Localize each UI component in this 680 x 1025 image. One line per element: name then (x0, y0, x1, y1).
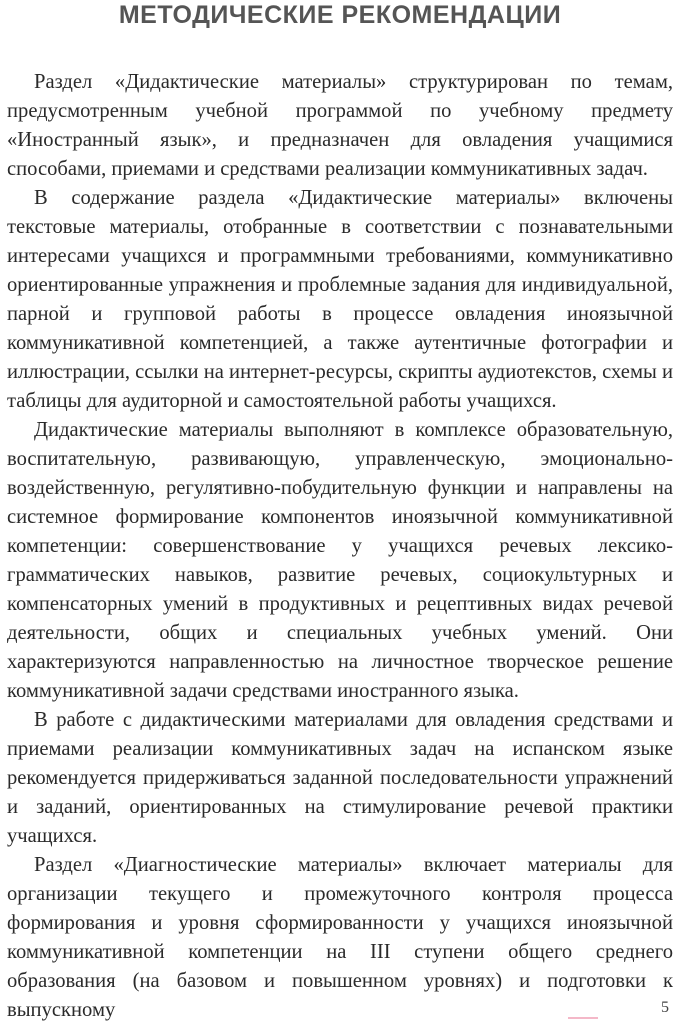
page-title: МЕТОДИЧЕСКИЕ РЕКОМЕНДАЦИИ (118, 1, 562, 29)
paragraph: Дидактические материалы выполняют в комплексе образовательную, воспитательную, развивающую, управленческую, эмоционально-воздейственную, регулятивно-побудительную функции и направлены на системное формирование компонентов иноязычной коммуникативной компетенции: совершенствование у учащихся речевых лексико-грамматических навыков, развитие речевых, социокультурных и компенсаторных умений в продуктивных и рецептивных видах речевой деятельности, общих и специальных учебных умений. Они характеризуются направленностью на личностное творческое решение коммуникативной задачи средствами иностранного языка. (7, 419, 673, 702)
paragraph: Раздел «Дидактические материалы» структурирован по темам, предусмотренным учебной программой по учебному предмету «Иностранный язык», и предназначен для овладения учащимися способами, приемами и средствами реализации коммуникативных задач. (7, 71, 673, 180)
paragraph: Раздел «Диагностические материалы» включает материалы для организации текущего и промежуточного контроля процесса формирования и уровня сформированности у учащихся иноязычной коммуникативной компетенции на III ступени общего среднего образования (на базовом и повышенном уровнях) и подготовки к выпускному (7, 854, 673, 1021)
paragraph: В работе с дидактическими материалами для овладения средствами и приемами реализации коммуникативных задач на испанском языке рекомендуется придерживаться заданной последовательности упражнений и заданий, ориентированных на стимулирование речевой практики учащихся. (7, 709, 673, 847)
paragraph: В содержание раздела «Дидактические материалы» включены текстовые материалы, отобранные в соответствии с познавательными интересами учащихся и программными требованиями, коммуникативно ориентированные упражнения и проблемные задания для индивидуальной, парной и групповой работы в процессе овладения иноязычной коммуникативной компетенцией, а также аутентичные фотографии и иллюстрации, ссылки на интернет-ресурсы, скрипты аудиотекстов, схемы и таблицы для аудиторной и самостоятельной работы учащихся. (7, 187, 673, 412)
page-number: 5 (661, 999, 669, 1016)
body-text (7, 68, 673, 1025)
scan-mark (568, 1017, 598, 1019)
